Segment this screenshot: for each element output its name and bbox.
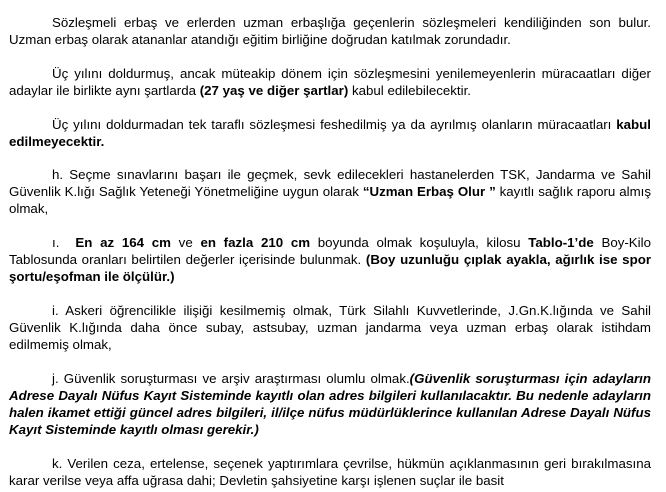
item-dotless-i-min-height: En az 164 cm [75,235,171,250]
item-j-marker: j. [52,371,59,386]
paragraph-renewal [9,65,651,99]
paragraph-contract-end-text: Sözleşmeli erbaş ve erlerden uzman erbaşlığa geçenlerin sözleşmeleri kendiliğinden son bulur. Uzman erbaş olarak atananlar atandığı eğitim birliğine doğrudan katılmak zorundadır. [9,15,651,47]
item-dotless-i-max-height: en fazla 210 cm [200,235,311,250]
item-dotless-i-text: boyunda olmak koşuluyla, kilosu [310,235,529,250]
item-i-text: Askeri öğrencilikle ilişiği kesilmemiş olmak, Türk Silahlı Kuvvetlerinde, J.Gn.K.lığında ve Sahil Güvenlik K.lığında daha önce subay, astsubay, uzman jandarma veya uzman erbaş olarak istihdam edilmemiş olmak, [9,303,651,352]
item-h-text: Seçme sınavlarını başarı ile geçmek, sevk edilecekleri hastanelerden TSK, Jandarma ve Sahil Güvenlik K.lığı Sağlık Yeteneği Yönetmeliğine uygun olarak [9,167,651,199]
item-i [9,302,651,353]
item-dotless-i [9,234,651,285]
paragraph-termination-bold: kabul edilmeyecektir. [9,117,651,149]
item-j-text: Güvenlik soruşturması ve arşiv araştırması olumlu olmak. [58,371,410,386]
item-k-text: Verilen ceza, ertelense, seçenek yaptırımlara çevrilse, hükmün açıklanmasının geri bırakılmasına karar verilse veya affa uğrasa dahi; Devletin şahsiyetine karşı işlenen suçlar ile basit [9,456,651,488]
item-h-marker: h. [52,167,64,182]
item-dotless-i-text-2: Boy-Kilo Tablosunda oranları belirtilen değerler içerisinde bulunmak. [9,235,651,267]
paragraph-renewal-text: Üç yılını doldurmuş, ancak müteakip dönem için sözleşmesini yenilemeyenlerin müracaatları diğer adaylar ile birlikte aynı şartlarda [9,66,651,98]
item-i-marker: i. [52,303,59,318]
item-h-tail: kayıtlı sağlık raporu almış olmak, [9,184,652,216]
paragraph-renewal-bold: (27 yaş ve diğer şartlar) [199,83,349,98]
item-k-marker: k. [52,456,63,471]
item-h [9,166,651,217]
paragraph-termination-text: Üç yılını doldurmadan tek taraflı sözleşmesi feshedilmiş ya da ayrılmış olanların müracaatları [52,117,617,132]
item-j-note: (Güvenlik soruşturması için adayların Adrese Dayalı Nüfus Kayıt Sisteminde kayıtlı olan adres bilgileri kullanılacaktır. Bu nedenle adayların halen ikamet ettiği güncel adres bilgileri, il/ilçe nüfus müdürlüklerince kullanılan Adrese Dayalı Nüfus Kayıt Sisteminde kayıtlı olması gerekir.) [9,371,652,437]
item-j [9,370,651,438]
item-dotless-i-table-ref: Tablo-1’de [528,235,594,250]
item-h-bold: “Uzman Erbaş Olur ” [362,184,496,199]
item-dotless-i-marker: ı. [52,235,60,250]
item-dotless-i-note: (Boy uzunluğu çıplak ayakla, ağırlık ise spor şortu/eşofman ile ölçülür.) [9,252,651,284]
paragraph-contract-end [9,14,651,48]
paragraph-termination [9,116,651,150]
paragraph-renewal-tail: kabul edilebilecektir. [348,83,471,98]
item-dotless-i-and: ve [170,235,201,250]
item-k [9,455,651,489]
